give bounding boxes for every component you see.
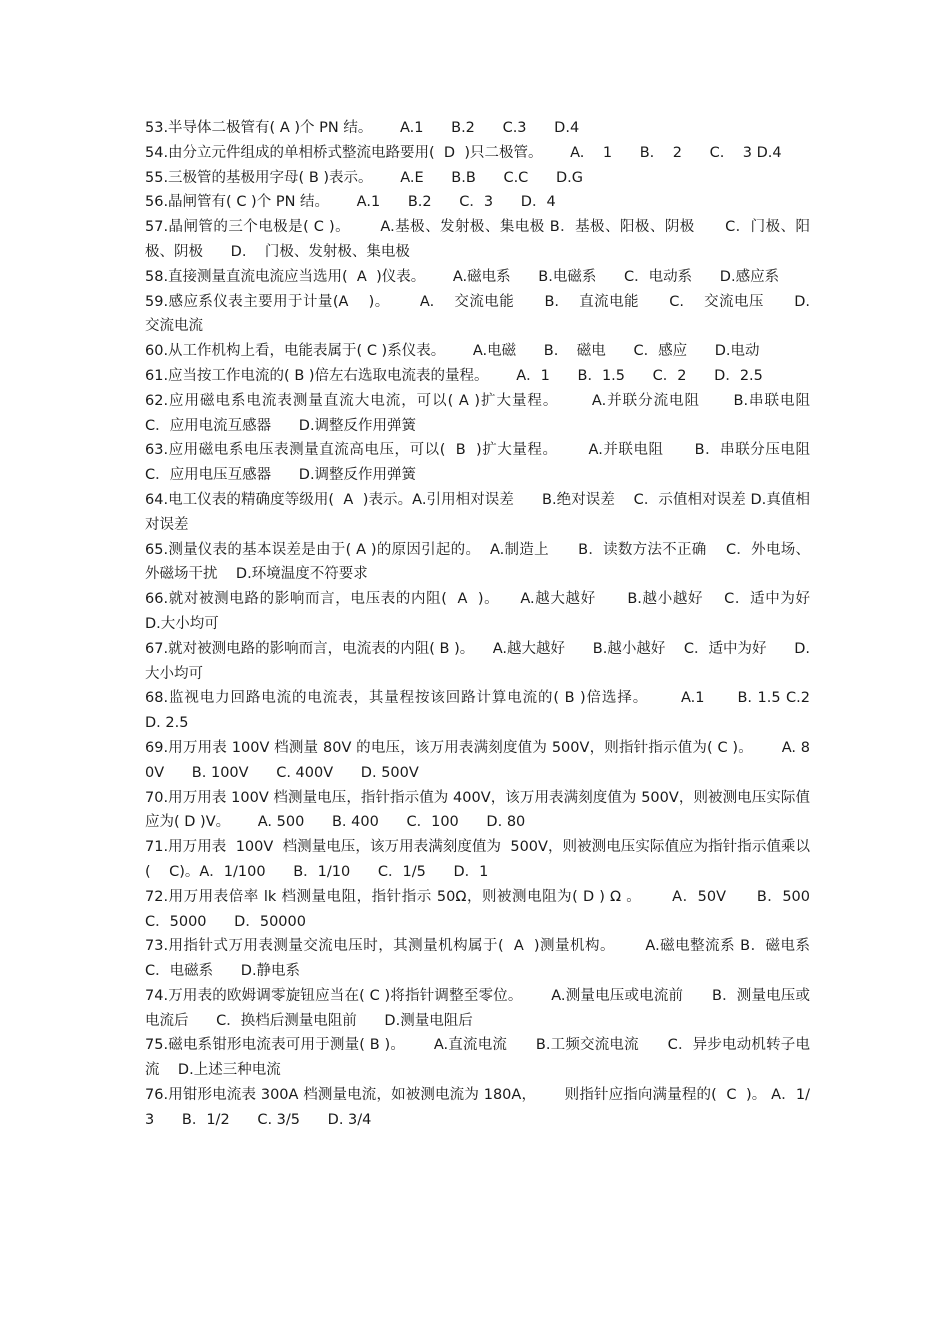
question-64: 64.电工仪表的精确度等级用( A )表示。A.引用相对误差 B.绝对误差 C．示值相对误差 D.真值相对误差 bbox=[145, 491, 810, 533]
question-60: 60.从工作机构上看，电能表属于( C )系仪表。 A.电磁 B. 磁电 C．感应 D.电动 bbox=[145, 343, 760, 360]
question-58: 58.直接测量直流电流应当选用( A )仪表。 A.磁电系 B.电磁系 C．电动系 D.感应系 bbox=[145, 268, 780, 285]
question-74: 74.万用表的欧姆调零旋钮应当在( C )将指针调整至零位。 A.测量电压或电流前 B．测量电压或电流后 C．换档后测量电阻前 D.测量电阻后 bbox=[145, 987, 810, 1029]
question-66: 66.就对被测电路的影响而言，电压表的内阻( A )。 A.越大越好 B.越小越好 C．适中为好 D.大小均可 bbox=[145, 591, 838, 632]
question-63: 63.应用磁电系电压表测量直流高电压，可以( B )扩大量程。 A.并联电阻 B．串联分压电阻 C．应用电压互感器 D.调整反作用弹簧 bbox=[145, 442, 838, 484]
question-68: 68.监视电力回路电流的电流表，其量程按该回路计算电流的( B )倍选择。 A.1 B. 1.5 C.2 D. 2.5 bbox=[145, 690, 838, 732]
question-56: 56.晶闸管有( C )个 PN 结。 A.1 B.2 C．3 D．4 bbox=[145, 194, 556, 211]
question-53: 53.半导体二极管有( A )个 PN 结。 A.1 B.2 C.3 D.4 bbox=[145, 120, 580, 136]
question-61: 61.应当按工作电流的( B )倍左右选取电流表的量程。 A．1 B．1.5 C．2 D．2.5 bbox=[145, 367, 763, 384]
question-67: 67.就对被测电路的影响而言，电流表的内阻( B )。 A.越大越好 B.越小越好 C．适中为好 D.大小均可 bbox=[145, 640, 810, 682]
question-70: 70.用万用表 100V 档测量电压，指针指示值为 400V，该万用表满刻度值为 500V，则被测电压实际值应为( D )V。 A. 500 B. 400 C．100 D. 80 bbox=[145, 789, 810, 831]
question-75: 75.磁电系钳形电流表可用于测量( B )。 A.直流电流 B.工频交流电流 C．异步电动机转子电流 D.上述三种电流 bbox=[145, 1037, 810, 1079]
question-54: 54.由分立元件组成的单相桥式整流电路要用( D )只二极管。 A. 1 B. 2 C. 3 D.4 bbox=[145, 144, 782, 161]
question-73: 73.用指针式万用表测量交流电压时，其测量机构属于( A )测量机构。 A.磁电整流系 B．磁电系 C．电磁系 D.静电系 bbox=[145, 938, 838, 980]
question-72: 72.用万用表倍率 lk 档测量电阻，指针指示 50Ω，则被测电阻为( D ) Ω 。 A．50V B．500 C．5000 D．50000 bbox=[145, 888, 815, 930]
question-59: 59.感应系仪表主要用于计量(A )。 A. 交流电能 B. 直流电能 C. 交流电压 D. 交流电流 bbox=[145, 293, 829, 335]
question-76: 76.用钳形电流表 300A 档测量电流，如被测电流为 180A， 则指针应指向满量程的( C )。 A．1/3 B．1/2 C. 3/5 D. 3/4 bbox=[145, 1087, 810, 1128]
question-65: 65.测量仪表的基本误差是由于( A )的原因引起的。 A.制造上 B．读数方法不正确 C．外电场、外磁场干扰 D.环境温度不符要求 bbox=[145, 541, 810, 583]
question-55: 55.三极管的基极用字母( B )表示。 A.E B.B C.C D.G bbox=[145, 169, 583, 186]
question-71: 71.用万用表 100V 档测量电压，该万用表满刻度值为 500V，则被测电压实际值应为指针指示值乘以( C)。A．1/100 B．1/10 C．1/5 D．1 bbox=[145, 839, 810, 880]
question-69: 69.用万用表 100V 档测量 80V 的电压，该万用表满刻度值为 500V，则指针指示值为( C )。 A. 80V B. 100V C. 400V D. 500V bbox=[145, 739, 810, 781]
question-57: 57.晶闸管的三个电极是( C )。 A.基极、发射极、集电极 B．基极、阳极、阴极 C．门极、阳极、阴极 D. 门极、发射极、集电极 bbox=[145, 219, 810, 260]
question-list bbox=[145, 116, 838, 1133]
question-62: 62.应用磁电系电流表测量直流大电流，可以( A )扩大量程。 A.并联分流电阻 B.串联电阻 C．应用电流互感器 D.调整反作用弹簧 bbox=[145, 392, 838, 434]
